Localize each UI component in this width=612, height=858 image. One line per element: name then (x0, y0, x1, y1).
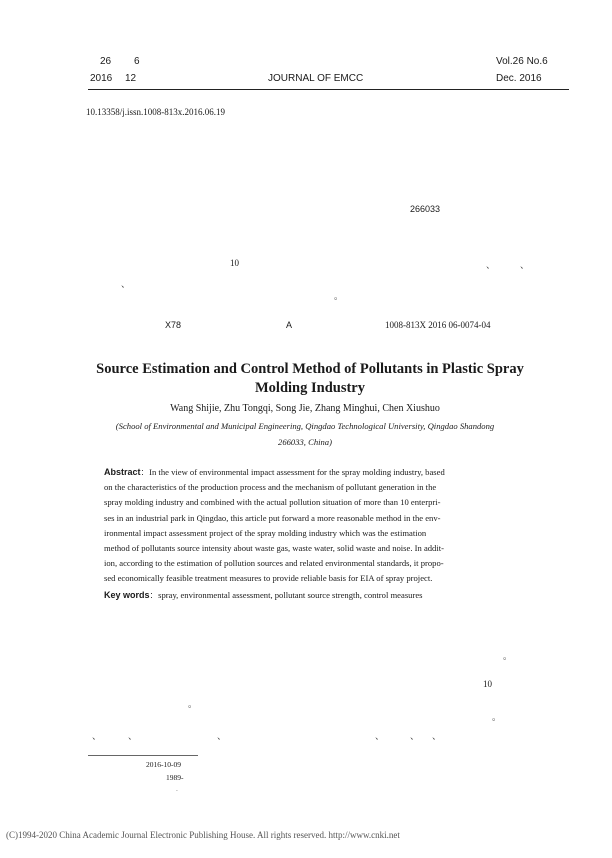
journal-name: JOURNAL OF EMCC (268, 73, 364, 84)
abstract-line: ses in an industrial park in Qingdao, this article put forward a more reasonable method in the env- (104, 512, 441, 523)
body-separator: 、 (410, 731, 420, 741)
received-date: 2016-10-09 (146, 760, 181, 769)
affiliation-line-2: 266033, China) (278, 437, 332, 447)
affiliation-zip: 266033 (410, 204, 441, 214)
keywords-colon: ： (149, 590, 159, 600)
footnote-mark: . (176, 784, 178, 793)
body-period: 。 (503, 651, 513, 661)
copyright-footer: (C)1994-2020 China Academic Journal Electronic Publishing House. All rights reserved. http://www.cnki.net (6, 830, 400, 840)
abstract-text: In the view of environmental impact assessment for the spray molding industry, based (149, 467, 445, 477)
header-date: Dec. 2016 (496, 73, 542, 84)
body-separator: 、 (432, 731, 442, 741)
clc-number: X78 (165, 320, 182, 330)
author-birth-year: 1989- (166, 773, 184, 782)
cn-abstract-count: 10 (230, 258, 239, 268)
abstract-line: method of pollutants source intensity about waste gas, waste water, solid waste and noise. In addit- (104, 543, 444, 554)
header-rule (88, 89, 569, 90)
keywords-label: Key words (104, 590, 150, 600)
body-separator: 、 (128, 731, 138, 741)
abstract-line: spray molding industry and combined with the actual pollution situation of more than 10 enterpri- (104, 497, 441, 508)
body-count: 10 (483, 679, 492, 689)
keywords-text: spray, environmental assessment, pollutant source strength, control measures (158, 590, 423, 600)
abstract-label: Abstract (104, 467, 141, 477)
body-separator: 、 (92, 731, 102, 741)
header-issue: 6 (134, 56, 140, 67)
abstract-line: sed economically feasible treatment measures to provide reliable basis for EIA of spray project. (104, 573, 433, 584)
abstract-line: ion, according to the estimation of pollution sources and related environmental standards, it propo- (104, 558, 444, 569)
footnote-rule (88, 755, 198, 756)
authors: Wang Shijie, Zhu Tongqi, Song Jie, Zhang Minghui, Chen Xiushuo (170, 403, 440, 414)
header-year: 2016 (90, 73, 113, 84)
keywords (104, 589, 524, 601)
header-volume: 26 (100, 56, 112, 67)
doi: 10.13358/j.issn.1008-813x.2016.06.19 (86, 107, 226, 117)
document-code: A (286, 320, 293, 330)
body-period: 。 (492, 712, 502, 722)
body-separator: 、 (375, 731, 385, 741)
english-title: Source Estimation and Control Method of Pollutants in Plastic Spray Molding Industry (96, 361, 524, 396)
abstract-colon: ： (140, 467, 150, 477)
article-id: 1008-813X 2016 06-0074-04 (385, 320, 491, 330)
header-vol-no: Vol.26 No.6 (496, 56, 548, 67)
body-separator: 、 (217, 731, 227, 741)
abstract-line: ironmental impact assessment project of the spray molding industry which was the estimation (104, 527, 427, 538)
body-period: 。 (188, 699, 198, 709)
cn-separator: 、 (486, 260, 496, 270)
abstract-line (104, 465, 520, 480)
cn-separator: 、 (520, 260, 530, 270)
header-month: 12 (125, 73, 137, 84)
affiliation-line-1: (School of Environmental and Municipal Engineering, Qingdao Technological University, Qingdao Shandong (115, 421, 495, 431)
cn-period: 。 (334, 291, 344, 301)
abstract (104, 465, 520, 587)
cn-separator: 、 (121, 279, 131, 289)
abstract-line: on the characteristics of the production process and the mechanism of pollutant generation in the (104, 482, 437, 493)
